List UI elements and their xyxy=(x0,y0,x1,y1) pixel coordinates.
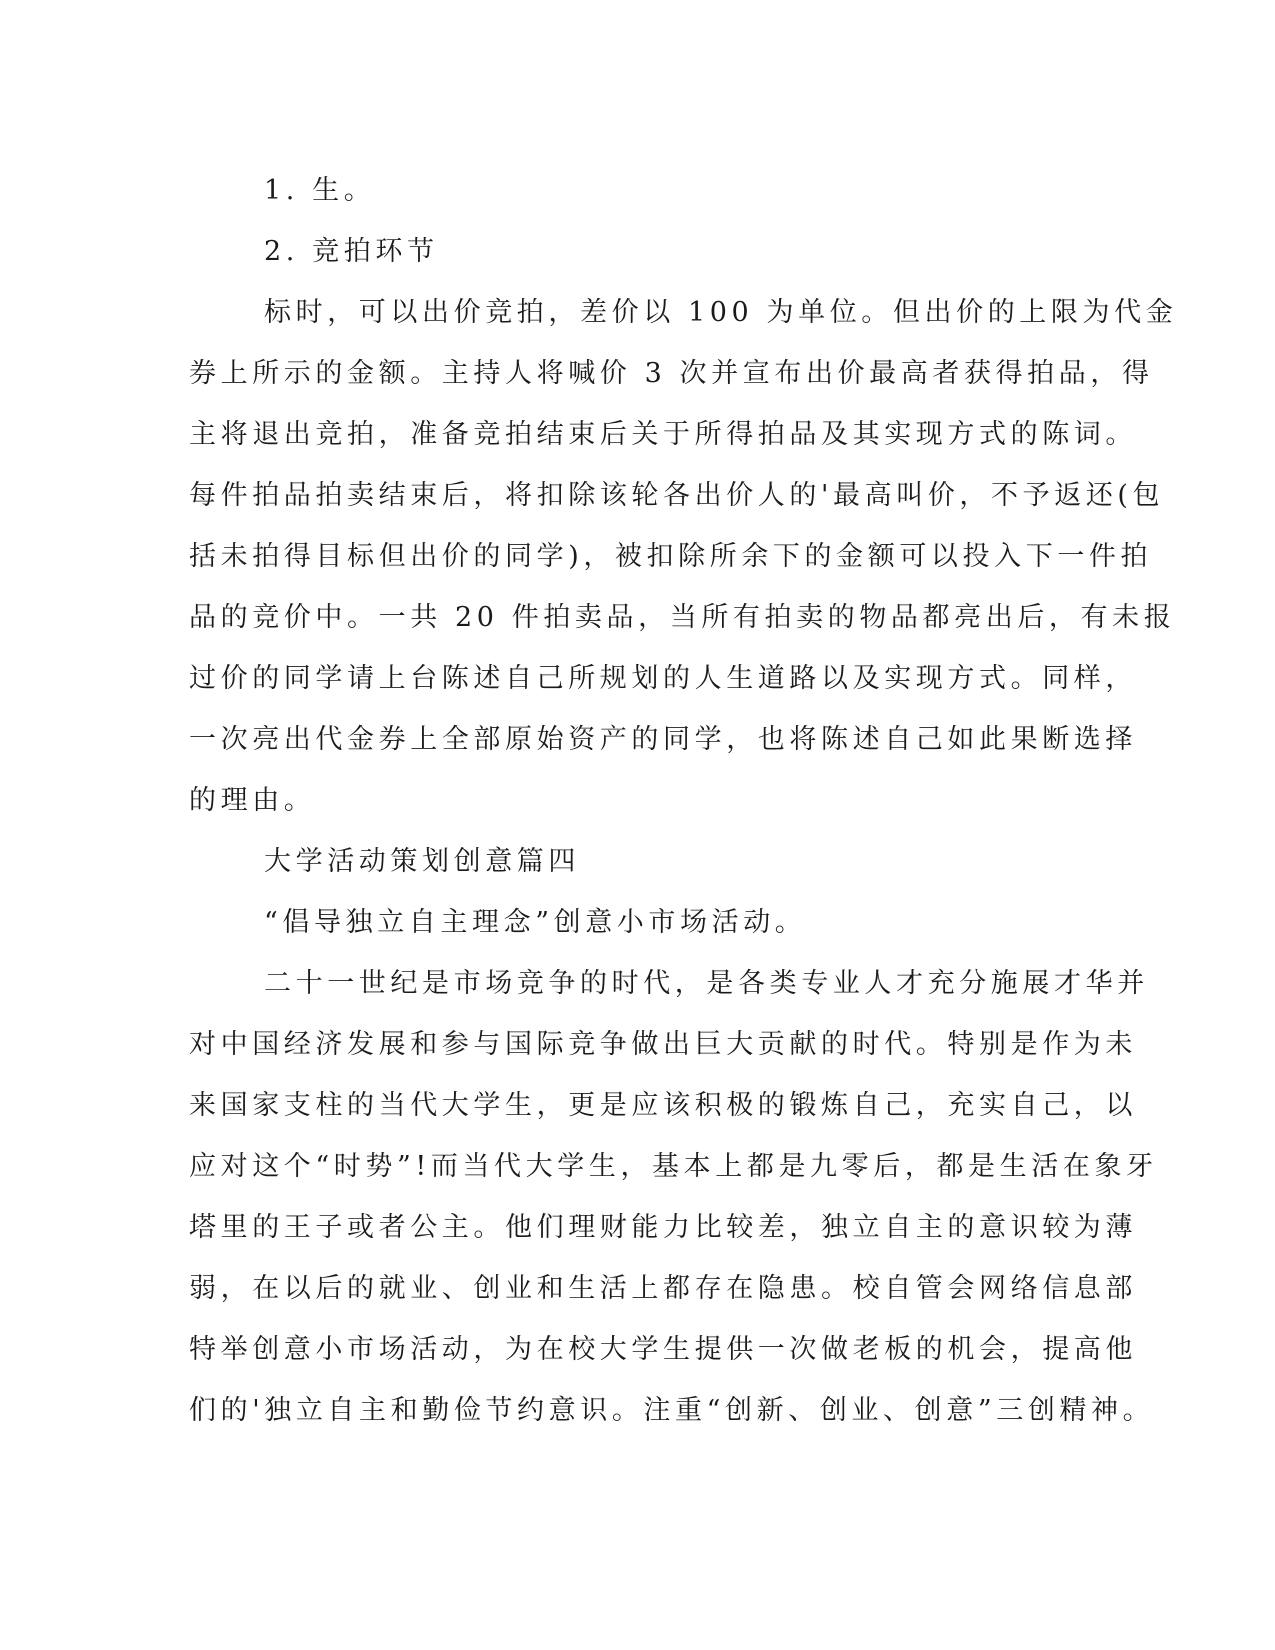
section-heading: 大学活动策划创意篇四 xyxy=(264,846,580,877)
list-item-2-heading: 2. 竞拍环节 xyxy=(264,236,439,267)
section-subtitle: “倡导独立自主理念”创意小市场活动。 xyxy=(264,907,807,938)
document-body xyxy=(189,160,1178,1441)
paragraph-line: 每件拍品拍卖结束后，将扣除该轮各出价人的'最高叫价，不予返还(包 xyxy=(189,480,1165,511)
paragraph-line: 主将退出竞拍，准备竞拍结束后关于所得拍品及其实现方式的陈词。 xyxy=(189,419,1137,450)
paragraph-line: 一次亮出代金券上全部原始资产的同学，也将陈述自己如此果断选择 xyxy=(189,724,1137,755)
paragraph-line: 二十一世纪是市场竞争的时代，是各类专业人才充分施展才华并 xyxy=(264,968,1149,999)
paragraph-line: 品的竞价中。一共 20 件拍卖品，当所有拍卖的物品都亮出后，有未报 xyxy=(189,602,1176,633)
paragraph-line: 应对这个“时势”!而当代大学生，基本上都是九零后，都是生活在象牙 xyxy=(189,1151,1158,1182)
paragraph-line: 的理由。 xyxy=(189,785,316,816)
paragraph-line: 特举创意小市场活动，为在校大学生提供一次做老板的机会，提高他 xyxy=(189,1334,1137,1365)
paragraph-line: 括未拍得目标但出价的同学)，被扣除所余下的金额可以投入下一件拍 xyxy=(189,541,1153,572)
paragraph-line: 标时，可以出价竞拍，差价以 100 为单位。但出价的上限为代金 xyxy=(264,297,1178,328)
paragraph-line: 对中国经济发展和参与国际竞争做出巨大贡献的时代。特别是作为未 xyxy=(189,1029,1137,1060)
paragraph-line: 券上所示的金额。主持人将喊价 3 次并宣布出价最高者获得拍品，得 xyxy=(189,358,1154,389)
list-item-1: 1. 生。 xyxy=(264,175,376,206)
paragraph-line: 过价的同学请上台陈述自己所规划的人生道路以及实现方式。同样， xyxy=(189,663,1137,694)
paragraph-line: 弱，在以后的就业、创业和生活上都存在隐患。校自管会网络信息部 xyxy=(189,1273,1137,1304)
paragraph-line: 来国家支柱的当代大学生，更是应该积极的锻炼自己，充实自己，以 xyxy=(189,1090,1137,1121)
paragraph-line: 们的'独立自主和勤俭节约意识。注重“创新、创业、创意”三创精神。 xyxy=(189,1395,1155,1426)
paragraph-line: 塔里的王子或者公主。他们理财能力比较差，独立自主的意识较为薄 xyxy=(189,1212,1137,1243)
